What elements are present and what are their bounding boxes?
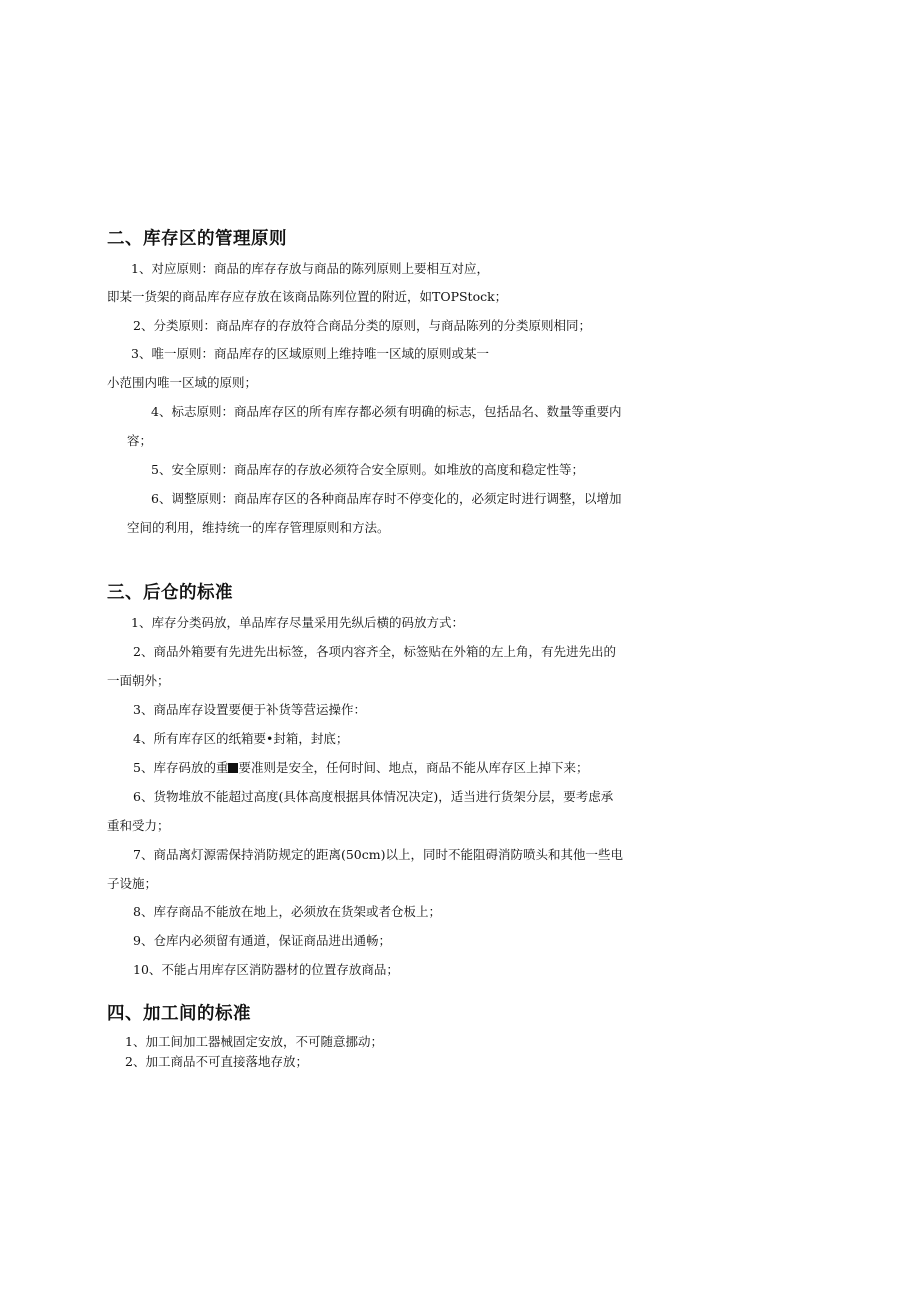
section-heading-4: 四、加工间的标准 [107,1004,251,1024]
paragraph-line: 4、所有库存区的纸箱要•封箱，封底； [133,731,349,746]
paragraph-line: 3、唯一原则：商品库存的区域原则上维持唯一区域的原则或某一 [131,346,489,361]
paragraph-line [133,762,588,775]
paragraph-line: 容； [127,433,153,448]
paragraph-line: 5、安全原则：商品库存的存放必须符合安全原则。如堆放的高度和稳定性等； [151,462,584,477]
paragraph-line: 2、分类原则：商品库存的存放符合商品分类的原则，与商品陈列的分类原则相同； [133,318,591,333]
paragraph-line: 6、货物堆放不能超过高度(具体高度根据具体情况决定)，适当进行货架分层，要考虑承 [133,789,614,804]
paragraph-line: 一面朝外； [107,673,170,688]
paragraph-line: 1、对应原则：商品的库存存放与商品的陈列原则上要相互对应， [131,261,489,276]
section-heading-3: 三、后仓的标准 [107,583,233,603]
paragraph-line: 2、加工商品不可直接落地存放； [125,1054,308,1069]
paragraph-line: 10、不能占用库存区消防器材的位置存放商品； [133,962,399,977]
paragraph-line: 重和受力； [107,818,170,833]
paragraph-line: 8、库存商品不能放在地上，必须放在货架或者仓板上； [133,904,441,919]
paragraph-line: 9、仓库内必须留有通道，保证商品进出通畅； [133,933,391,948]
paragraph-line: 6、调整原则：商品库存区的各种商品库存时不停变化的，必须定时进行调整，以增加 [151,491,622,506]
paragraph-line: 1、加工间加工器械固定安放，不可随意挪动； [125,1034,383,1049]
paragraph-line: 7、商品离灯源需保持消防规定的距离(50cm)以上，同时不能阻碍消防喷头和其他一些电 [133,847,623,862]
paragraph-line: 小范围内唯一区域的原则； [107,375,258,390]
paragraph-line: 4、标志原则：商品库存区的所有库存都必须有明确的标志，包括品名、数量等重要内 [151,404,622,419]
paragraph-line: 2、商品外箱要有先进先出标签，各项内容齐全，标签贴在外箱的左上角，有先进先出的 [133,644,616,659]
paragraph-line: 空间的利用，维持统一的库存管理原则和方法。 [127,520,390,535]
line-text-part: 要准则是安全，任何时间、地点，商品不能从库存区上掉下来； [238,760,589,775]
line-text-part: 5、库存码放的重 [133,760,229,775]
paragraph-line: 1、库存分类码放，单品库存尽量采用先纵后横的码放方式： [131,615,464,630]
section-heading-2: 二、库存区的管理原则 [107,229,287,249]
paragraph-line: 子设施； [107,876,158,891]
paragraph-line: 即某一货架的商品库存应存放在该商品陈列位置的附近，如TOPStock； [107,289,508,304]
black-square-glyph [228,763,238,773]
paragraph-line: 3、商品库存设置要便于补货等营运操作： [133,702,366,717]
